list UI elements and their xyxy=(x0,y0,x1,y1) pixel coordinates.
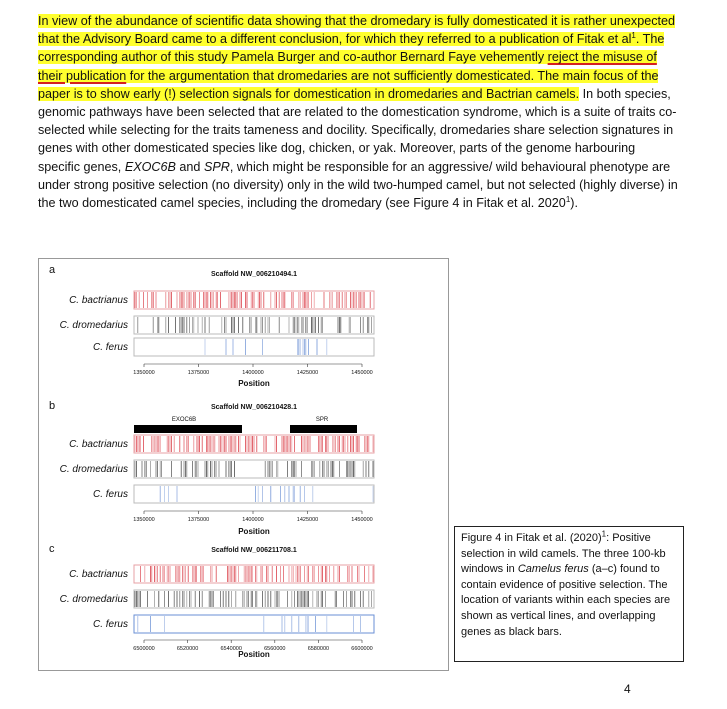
tick-label: 6560000 xyxy=(264,646,286,652)
tick-label: 6500000 xyxy=(133,646,155,652)
panel-title: Scaffold NW_006210428.1 xyxy=(211,404,297,411)
tick-label: 1375000 xyxy=(187,517,210,523)
species-label: C. dromedarius xyxy=(59,594,128,605)
species-label: C. ferus xyxy=(92,342,128,353)
gene-name: EXOC6B xyxy=(124,159,176,174)
x-axis-label: Position xyxy=(238,379,270,388)
figure-caption: Figure 4 in Fitak et al. $(2020)^1$: Positive selection in wild camels. The three 100-kb windows in Camelus ferus (a–c) found to contain evidence of positive selection. The location of variants within each species are shown as vertical lines, and overlapping genes as black bars. xyxy=(454,526,684,662)
track-box xyxy=(134,615,374,633)
tick-label: 6580000 xyxy=(307,646,330,652)
page-number: 4 xyxy=(624,682,631,696)
x-axis-label: Position xyxy=(238,527,270,536)
panel-title: Scaffold NW_006210494.1 xyxy=(211,271,297,278)
tick-label: 1400000 xyxy=(242,370,264,376)
track-box xyxy=(134,590,374,608)
tick-label: 1350000 xyxy=(133,370,155,376)
underlined-text: reject the misuse of their publication xyxy=(38,50,657,83)
track-box xyxy=(134,338,374,356)
x-axis-label: Position xyxy=(238,650,270,659)
species-label: C. dromedarius xyxy=(59,464,128,475)
species-label: C. dromedarius xyxy=(59,320,128,331)
gene-name: SPR xyxy=(203,159,230,174)
gene-bar xyxy=(290,425,357,433)
track-box xyxy=(134,485,374,503)
tick-label: 1425000 xyxy=(296,517,319,523)
highlighted-text: In view of the abundance of scientific data showing that the dromedary is fully domesticated it is rather unexpected that the Advisory Board came to a different conclusion, for which they referred to a publication of Fitak et $al^1$. The corresponding author of this study Pamela Burger and co-author Bernard Faye vehemently reject the misuse of their publication for the argumentation that dromedaries are not sufficiently domesticated. The main focus of the paper is to show early (!) selection signals for domestication in dromedaries and Bactrian camels. xyxy=(38,14,676,101)
species-label: C. bactrianus xyxy=(69,569,128,580)
species-label: C. ferus xyxy=(92,489,128,500)
tick-label: 1425000 xyxy=(296,370,319,376)
species-label: C. bactrianus xyxy=(69,439,128,450)
tick-label: 1450000 xyxy=(351,370,373,376)
panel-letter: c xyxy=(49,543,55,555)
body-paragraph: In view of the abundance of scientific data showing that the dromedary is fully domesticated it is rather unexpected that the Advisory Board came to a different conclusion, for which they referred to a publication of Fitak et $al^1$. The corresponding author of this study Pamela Burger and co-author Bernard Faye vehemently reject the misuse of their publication for the argumentation that dromedaries are not sufficiently domesticated. The main focus of the paper is to show early (!) selection signals for domestication in dromedaries and Bactrian camels. In both species, genomic pathways have been selected that are related to the domestication syndrome, which is a suite of traits co-selected while selecting for the traits tameness and docility. Specifically, dromedaries share selection signatures in genes with other domesticated species like dog, chicken, or yak. Moreover, parts of the genome harbouring specific genes, EXOC6B and SPR, which might be responsible for an aggressive/ wild behavioural phenotype are under strong positive selection (no diversity) only in the wild two-humped camel, but not selected (highly diverse) in the two domesticated camel species, including the dromedary (see Figure 4 in Fitak et al. 2020$^1$). xyxy=(38,14,678,211)
tick-label: 6600000 xyxy=(351,646,373,652)
gene-label: SPR xyxy=(315,417,329,423)
panel-title: Scaffold NW_006211708.1 xyxy=(211,547,297,554)
tick-label: 1400000 xyxy=(242,517,264,523)
panel-letter: a xyxy=(49,264,56,276)
tick-label: 6520000 xyxy=(176,646,199,652)
species-label: C. bactrianus xyxy=(69,295,128,306)
tick-label: 1450000 xyxy=(351,517,373,523)
track-box xyxy=(134,460,374,478)
tick-label: 6540000 xyxy=(220,646,242,652)
panel-letter: b xyxy=(49,400,56,412)
tick-label: 1350000 xyxy=(133,517,155,523)
tick-label: 1375000 xyxy=(187,370,210,376)
species-label: C. ferus xyxy=(92,619,128,630)
gene-label: EXOC6B xyxy=(171,417,197,423)
figure-plot xyxy=(39,259,448,670)
gene-bar xyxy=(134,425,242,433)
figure-4 xyxy=(38,258,449,671)
